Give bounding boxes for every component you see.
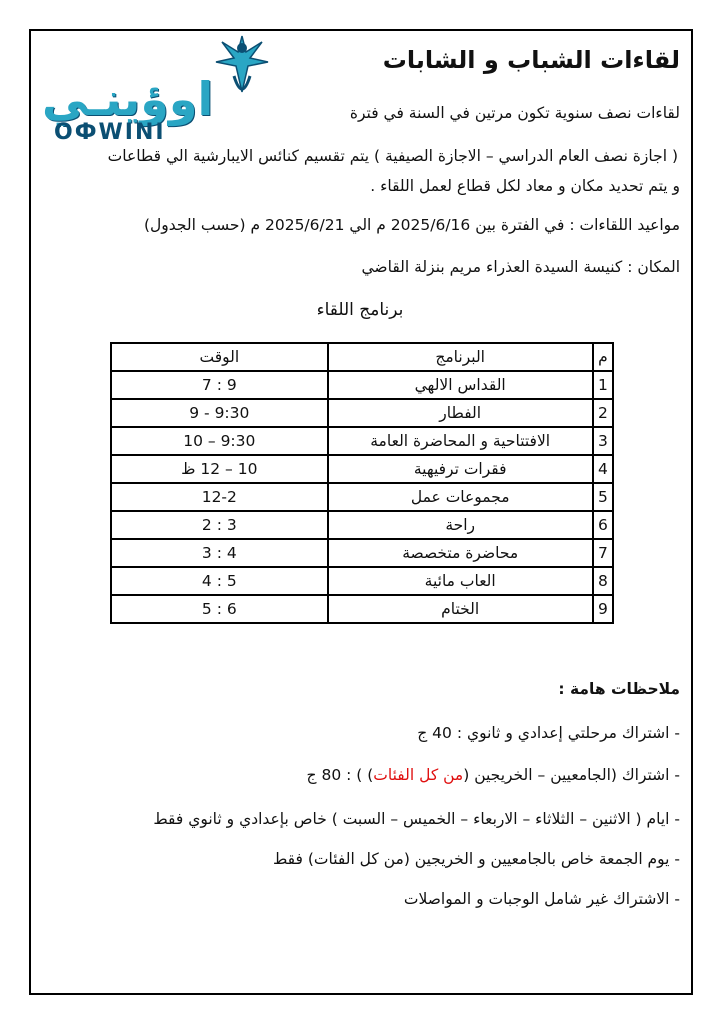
meeting-dates: مواعيد اللقاءات : في الفترة بين 2025/6/16 م الي 2025/6/21 م (حسب الجدول) <box>143 216 680 234</box>
row-number: 6 <box>593 511 613 539</box>
table-header-row <box>111 343 613 371</box>
program-title: برنامج اللقاء <box>316 300 404 320</box>
row-number: 8 <box>593 567 613 595</box>
row-time: 4 : 3 <box>111 539 328 567</box>
note-2-highlight: من كل الفئات <box>373 766 464 784</box>
row-number: 5 <box>593 483 613 511</box>
header-program: البرنامج <box>328 343 593 371</box>
row-program: راحة <box>328 511 593 539</box>
row-number: 9 <box>593 595 613 623</box>
logo-arabic-text: اوؤينـي <box>42 72 214 126</box>
table-row <box>111 567 613 595</box>
table-row <box>111 483 613 511</box>
logo-english-text: OФWINI <box>54 120 166 145</box>
row-number: 7 <box>593 539 613 567</box>
meeting-place: المكان : كنيسة السيدة العذراء مريم بنزلة القاضي <box>361 258 680 276</box>
row-program: مجموعات عمل <box>328 483 593 511</box>
table-row <box>111 511 613 539</box>
row-time: 10 – 12 ظ <box>111 455 328 483</box>
note-2-start: - اشتراك (الجامعيين – الخريجين ( <box>463 766 680 784</box>
intro-line-2: ( اجازة نصف العام الدراسي – الاجازة الصيفية ) يتم تقسيم كنائس الايبارشية الي قطاعات <box>107 147 678 165</box>
row-program: الفطار <box>328 399 593 427</box>
intro-line-1: لقاءات نصف سنوية تكون مرتين في السنة في فترة <box>349 104 680 122</box>
row-number: 2 <box>593 399 613 427</box>
note-3: - ايام ( الاثنين – الثلاثاء – الاربعاء – الخميس – السبت ) خاص بإعدادي و ثانوي فقط <box>153 810 680 828</box>
row-time: 9 : 7 <box>111 371 328 399</box>
note-1: - اشتراك مرحلتي إعدادي و ثانوي : 40 ج <box>417 724 680 742</box>
row-time: 3 : 2 <box>111 511 328 539</box>
note-2-end: ) ) : 80 ج <box>306 766 374 784</box>
table-row <box>111 427 613 455</box>
row-program: فقرات ترفيهية <box>328 455 593 483</box>
row-number: 4 <box>593 455 613 483</box>
row-program: محاضرة متخصصة <box>328 539 593 567</box>
table-row <box>111 539 613 567</box>
row-number: 3 <box>593 427 613 455</box>
intro-line-3: و يتم تحديد مكان و معاد لكل قطاع لعمل اللقاء . <box>370 177 680 195</box>
row-time: 6 : 5 <box>111 595 328 623</box>
row-time: 9:30 - 9 <box>111 399 328 427</box>
notes-title: ملاحظات هامة : <box>558 680 680 698</box>
logo <box>42 32 282 144</box>
row-time: 9:30 – 10 <box>111 427 328 455</box>
document-page <box>30 30 694 994</box>
header-time: الوقت <box>111 343 328 371</box>
table-row <box>111 399 613 427</box>
row-time: 12-2 <box>111 483 328 511</box>
row-time: 5 : 4 <box>111 567 328 595</box>
table-row <box>111 595 613 623</box>
note-5: - الاشتراك غير شامل الوجبات و المواصلات <box>403 890 680 908</box>
row-number: 1 <box>593 371 613 399</box>
row-program: القداس الالهي <box>328 371 593 399</box>
table-row <box>111 371 613 399</box>
table-row <box>111 455 613 483</box>
note-2 <box>307 766 680 784</box>
page-title: لقاءات الشباب و الشابات <box>382 46 680 74</box>
schedule-table <box>110 342 614 624</box>
row-program: الافتتاحية و المحاضرة العامة <box>328 427 593 455</box>
header-number: م <box>593 343 613 371</box>
note-4: - يوم الجمعة خاص بالجامعيين و الخريجين (من كل الفئات) فقط <box>272 850 680 868</box>
praying-figure-icon <box>212 32 272 112</box>
row-program: العاب مائية <box>328 567 593 595</box>
row-program: الختام <box>328 595 593 623</box>
